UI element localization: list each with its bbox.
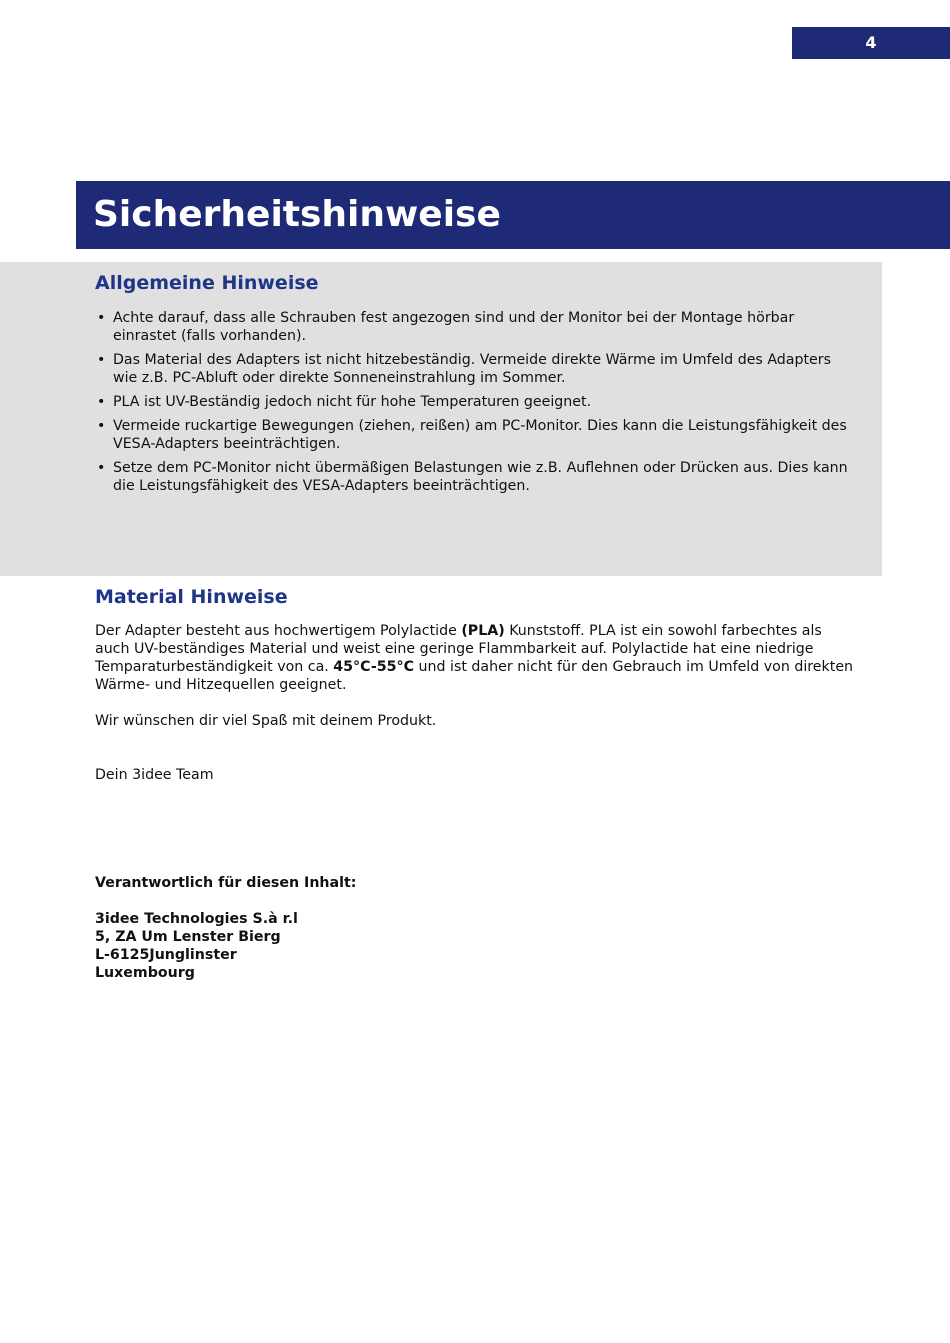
- title-banner: [76, 181, 950, 249]
- list-item: [95, 309, 855, 345]
- bullet-icon: •: [97, 352, 106, 368]
- page-number: 4: [792, 27, 950, 59]
- material-text-part: Kunststoff. PLA ist ein sowohl farbechtes als auch UV-beständiges Material und weist eine geringe Flammbarkeit auf. Polylactide hat eine niedrige Temparaturbeständigkeit von ca.: [95, 623, 822, 675]
- list-item-text: PLA ist UV-Beständig jedoch nicht für hohe Temperaturen geeignet.: [113, 394, 592, 410]
- list-item-text: Achte darauf, dass alle Schrauben fest angezogen sind und der Monitor bei der Montage hörbar einrastet (falls vorhanden).: [113, 310, 795, 344]
- company-country: Luxembourg: [95, 965, 195, 981]
- general-notes-heading: Allgemeine Hinweise: [95, 272, 319, 294]
- team-signature: Dein 3idee Team: [95, 767, 214, 783]
- list-item-text: Vermeide ruckartige Bewegungen (ziehen, reißen) am PC-Monitor. Dies kann die Leistungsfähigkeit des VESA-Adapters beeinträchtigen.: [113, 418, 847, 452]
- material-pla-highlight: (PLA): [461, 623, 505, 639]
- page-title: Sicherheitshinweise: [93, 194, 501, 235]
- material-text-part: und ist daher nicht für den Gebrauch im Umfeld von direkten Wärme- und Hitzequellen geeignet.: [95, 659, 854, 693]
- bullet-icon: •: [97, 460, 106, 476]
- list-item: [95, 459, 855, 495]
- responsible-block: [95, 874, 855, 982]
- company-name: 3idee Technologies S.à r.l: [95, 911, 298, 927]
- material-text-part: Der Adapter besteht aus hochwertigem Polylactide: [95, 623, 462, 639]
- company-city: L-6125Junglinster: [95, 947, 237, 963]
- company-street: 5, ZA Um Lenster Bierg: [95, 929, 281, 945]
- list-item-text: Setze dem PC-Monitor nicht übermäßigen Belastungen wie z.B. Auflehnen oder Drücken aus. Dies kann die Leistungsfähigkeit des VESA-Adapters beeinträchtigen.: [113, 460, 848, 494]
- bullet-icon: •: [97, 310, 106, 326]
- bullet-icon: •: [97, 418, 106, 434]
- responsible-label: Verantwortlich für diesen Inhalt:: [95, 875, 357, 891]
- material-notes-heading: Material Hinweise: [95, 586, 288, 608]
- general-notes-list: [95, 309, 855, 501]
- list-item: [95, 393, 855, 411]
- bullet-icon: •: [97, 394, 106, 410]
- wish-text: Wir wünschen dir viel Spaß mit deinem Produkt.: [95, 713, 437, 729]
- material-paragraph: [95, 622, 855, 694]
- list-item: [95, 417, 855, 453]
- list-item: [95, 351, 855, 387]
- list-item-text: Das Material des Adapters ist nicht hitzebeständig. Vermeide direkte Wärme im Umfeld des Adapters wie z.B. PC-Abluft oder direkte Sonneneinstrahlung im Sommer.: [113, 352, 832, 386]
- temperature-range-highlight: 45°C-55°C: [333, 659, 415, 675]
